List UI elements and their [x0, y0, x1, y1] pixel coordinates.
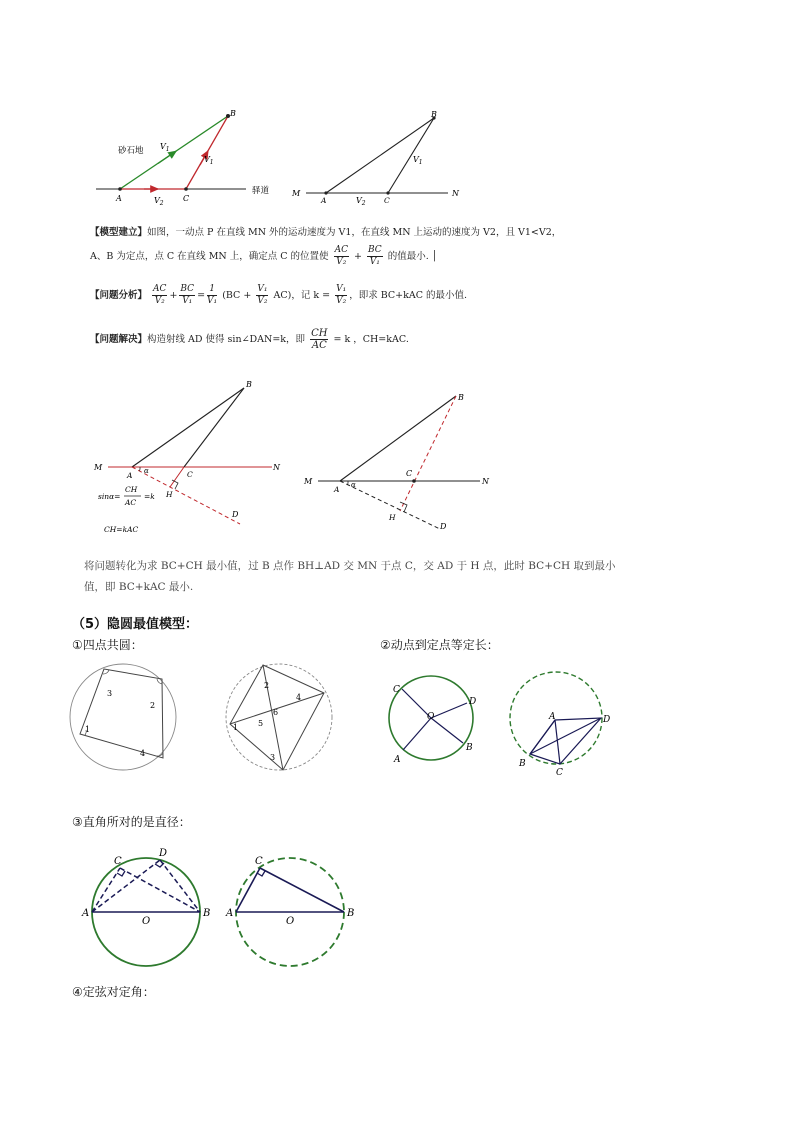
right-angle-H-l	[172, 480, 178, 489]
model-text-1: 如图，一动点 P 在直线 MN 外的运动速度为 V1，在直线 MN 上运动的速度为 V2，且 V1<V2，	[147, 227, 562, 238]
fraction-a5: $\frac{\text{V₁}}{\text{V₂}}$	[336, 284, 347, 306]
plus-sign: +	[354, 251, 362, 262]
segment-CB-3b	[260, 868, 344, 912]
fraction-a2: $\frac{BC}{\text{V₁}}$	[180, 284, 195, 306]
num-1-4: 4	[140, 749, 146, 758]
label-A-r: A	[321, 196, 327, 205]
sub-heading-right-angle: ③直角所对的是直径：	[72, 815, 191, 829]
num-2-2: 2	[264, 681, 270, 690]
label-V1-green: $V_1$	[160, 142, 170, 153]
point-C-dot-r	[386, 191, 389, 194]
label-alpha-2r: α	[351, 481, 356, 489]
label-B-4b: B	[519, 759, 526, 769]
segment-CB-3a	[120, 868, 200, 912]
model-text-2a: A、B 为定点，点 C 在直线 MN 上，确定点 C 的位置使	[90, 251, 329, 262]
label-H-2r: H	[389, 513, 396, 522]
figure-construction	[88, 374, 508, 540]
sub-heading-fixed-chord: ④定弦对定角：	[72, 985, 155, 999]
arrow-green	[158, 151, 176, 163]
label-sin-2l: sinα=	[98, 492, 121, 501]
figure-four-points-concyclic	[70, 660, 350, 780]
label-D-5a: D	[159, 848, 168, 859]
label-eqk-2l: =k	[144, 492, 155, 501]
label-C-4a: C	[393, 685, 400, 695]
label-C-4b: C	[556, 768, 563, 778]
fraction-a4: $\frac{\text{V₁}}{\text{V₂}}$	[257, 284, 268, 306]
conclusion-line2: 值，即 BC+kAC 最小.	[84, 581, 194, 593]
fraction-AC-V2: $\frac{AC}{\text{V₂}}$	[334, 245, 348, 267]
label-N-r: N	[452, 189, 459, 198]
sub-heading-fixed-length: ②动点到定点等定长：	[380, 638, 499, 652]
label-V2: $V_2$	[154, 196, 164, 207]
fraction-a3: $\frac{1}{\text{V₁}}$	[207, 284, 218, 306]
equals-a: =	[197, 290, 206, 301]
label-A-4b: A	[549, 712, 556, 722]
num-1-3: 3	[107, 689, 113, 698]
label-A-4a: A	[394, 755, 401, 765]
model-paragraph-line1	[90, 226, 561, 240]
label-A: A	[116, 194, 122, 203]
label-C-2l: C	[187, 470, 193, 479]
num-2-4: 4	[296, 693, 302, 702]
label-B-2r: B	[458, 393, 464, 402]
diag-4b-c	[530, 720, 555, 754]
label-D-2l: D	[232, 510, 239, 519]
label-N-2r: N	[482, 477, 489, 486]
diag-4b-b	[555, 720, 560, 764]
solution-text-1: 构造射线 AD 使得 sin∠DAN=k，即	[147, 334, 306, 345]
radius-OA	[403, 718, 431, 750]
figure-right-angle-diameter	[82, 842, 372, 968]
label-D-4a: D	[469, 697, 477, 707]
label-V2-r: $V_2$	[356, 196, 366, 207]
segment-BH-r	[400, 396, 456, 511]
label-D-2r: D	[440, 522, 447, 531]
segment-CH-l	[170, 467, 184, 487]
label-M-2r: M	[304, 477, 313, 486]
right-angle-H-r	[400, 502, 407, 512]
segment-CB-l	[184, 388, 244, 467]
label-A-5a: A	[82, 908, 90, 919]
model-paragraph-line2: A、B 为定点，点 C 在直线 MN 上，确定点 C 的位置使 $\frac{AC}{\text{V₂}}$ + $\frac{BC}{\text{V₁}}$ 的值最小. │	[90, 245, 438, 267]
quad-2	[230, 665, 324, 770]
label-B: B	[230, 109, 236, 118]
analysis-label: 【问题分析】	[90, 290, 148, 301]
label-H-2l: H	[166, 490, 173, 499]
num-2-3: 3	[270, 753, 276, 762]
label-O-5a: O	[142, 916, 151, 927]
segment-AB-r	[340, 396, 456, 481]
section5-title: （5）隐圆最值模型：	[72, 617, 199, 632]
num-2-1: 1	[233, 723, 239, 732]
conclusion-line1: 将问题转化为求 BC+CH 最小值，过 B 点作 BH⊥AD 交 MN 于点 C，交 AD 于 H 点，此时 BC+CH 取到最小	[84, 560, 616, 572]
point-C-dot-2r	[412, 479, 416, 483]
label-road: 驿道	[252, 186, 270, 196]
segment-AB-l	[132, 388, 244, 467]
segment-AD-3a	[92, 860, 160, 912]
analysis-end: ，即求 BC+kAC 的最小值.	[349, 290, 468, 301]
label-B-5a: B	[203, 908, 211, 919]
figure-fixed-length	[385, 668, 625, 780]
plus-a: +	[169, 290, 178, 301]
label-O-4a: O	[427, 712, 435, 722]
label-AC-2l: AC	[125, 498, 137, 507]
solution-paragraph	[90, 326, 409, 354]
label-O-5b: O	[286, 916, 295, 927]
radius-OB	[431, 718, 463, 743]
solution-label: 【问题解决】	[90, 334, 148, 345]
label-B-2l: B	[246, 380, 252, 389]
analysis-paragraph	[90, 282, 467, 310]
analysis-mid: ，记 k =	[291, 290, 331, 301]
model-text-2b: 的值最小.	[387, 251, 429, 262]
num-1-1: 1	[85, 725, 91, 734]
label-N-2l: N	[273, 463, 280, 472]
label-A-5b: A	[226, 908, 234, 919]
radius-OD	[431, 703, 467, 718]
label-D-4b: D	[603, 715, 611, 725]
label-alpha-2l: α	[144, 467, 149, 475]
solution-text-2: = k ，CH=kAC.	[333, 334, 409, 345]
label-CH-2l: CH	[125, 485, 138, 494]
label-C-5b: C	[255, 856, 263, 867]
quad-1	[80, 669, 163, 758]
paren-close: AC)	[273, 290, 292, 301]
fraction-a1: $\frac{AC}{\text{V₂}}$	[153, 284, 167, 306]
label-C-5a: C	[114, 856, 122, 867]
label-M-2l: M	[94, 463, 103, 472]
label-M-r: M	[292, 189, 301, 198]
paren-open: (BC +	[222, 290, 252, 301]
point-C-dot	[184, 187, 188, 191]
label-B-r: B	[431, 110, 437, 119]
label-B-5b: B	[347, 908, 355, 919]
angle-alpha-r	[348, 481, 349, 485]
label-V1-red: $V_1$	[204, 155, 214, 166]
label-V1-r: $V_1$	[413, 155, 423, 166]
circle-2	[226, 664, 332, 770]
label-A-2l: A	[127, 471, 133, 480]
label-C-r: C	[384, 196, 390, 205]
label-C-2r: C	[406, 469, 413, 478]
num-1-2: 2	[150, 701, 156, 710]
quad-4b	[530, 718, 601, 764]
fraction-CH-AC: $\frac{CH}{AC}$	[311, 328, 328, 351]
point-A-dot	[118, 187, 122, 191]
segment-AC-3b	[236, 868, 260, 912]
sub-heading-four-points: ①四点共圆：	[72, 638, 143, 652]
label-B-4a: B	[466, 743, 473, 753]
label-gravel: 砂石地	[118, 146, 144, 156]
angle-alpha-l	[140, 467, 141, 471]
fraction-BC-V1: $\frac{BC}{\text{V₁}}$	[368, 245, 382, 267]
figure-velocity-model	[88, 104, 478, 216]
label-C: C	[183, 194, 190, 203]
label-A-2r: A	[334, 485, 340, 494]
segment-CB	[388, 118, 434, 193]
label-CHkAC-2l: CH=kAC	[104, 525, 139, 534]
model-label: 【模型建立】	[90, 227, 148, 238]
num-2-6: 6	[273, 708, 279, 717]
num-2-5: 5	[258, 719, 264, 728]
point-A-dot-r	[324, 191, 327, 194]
